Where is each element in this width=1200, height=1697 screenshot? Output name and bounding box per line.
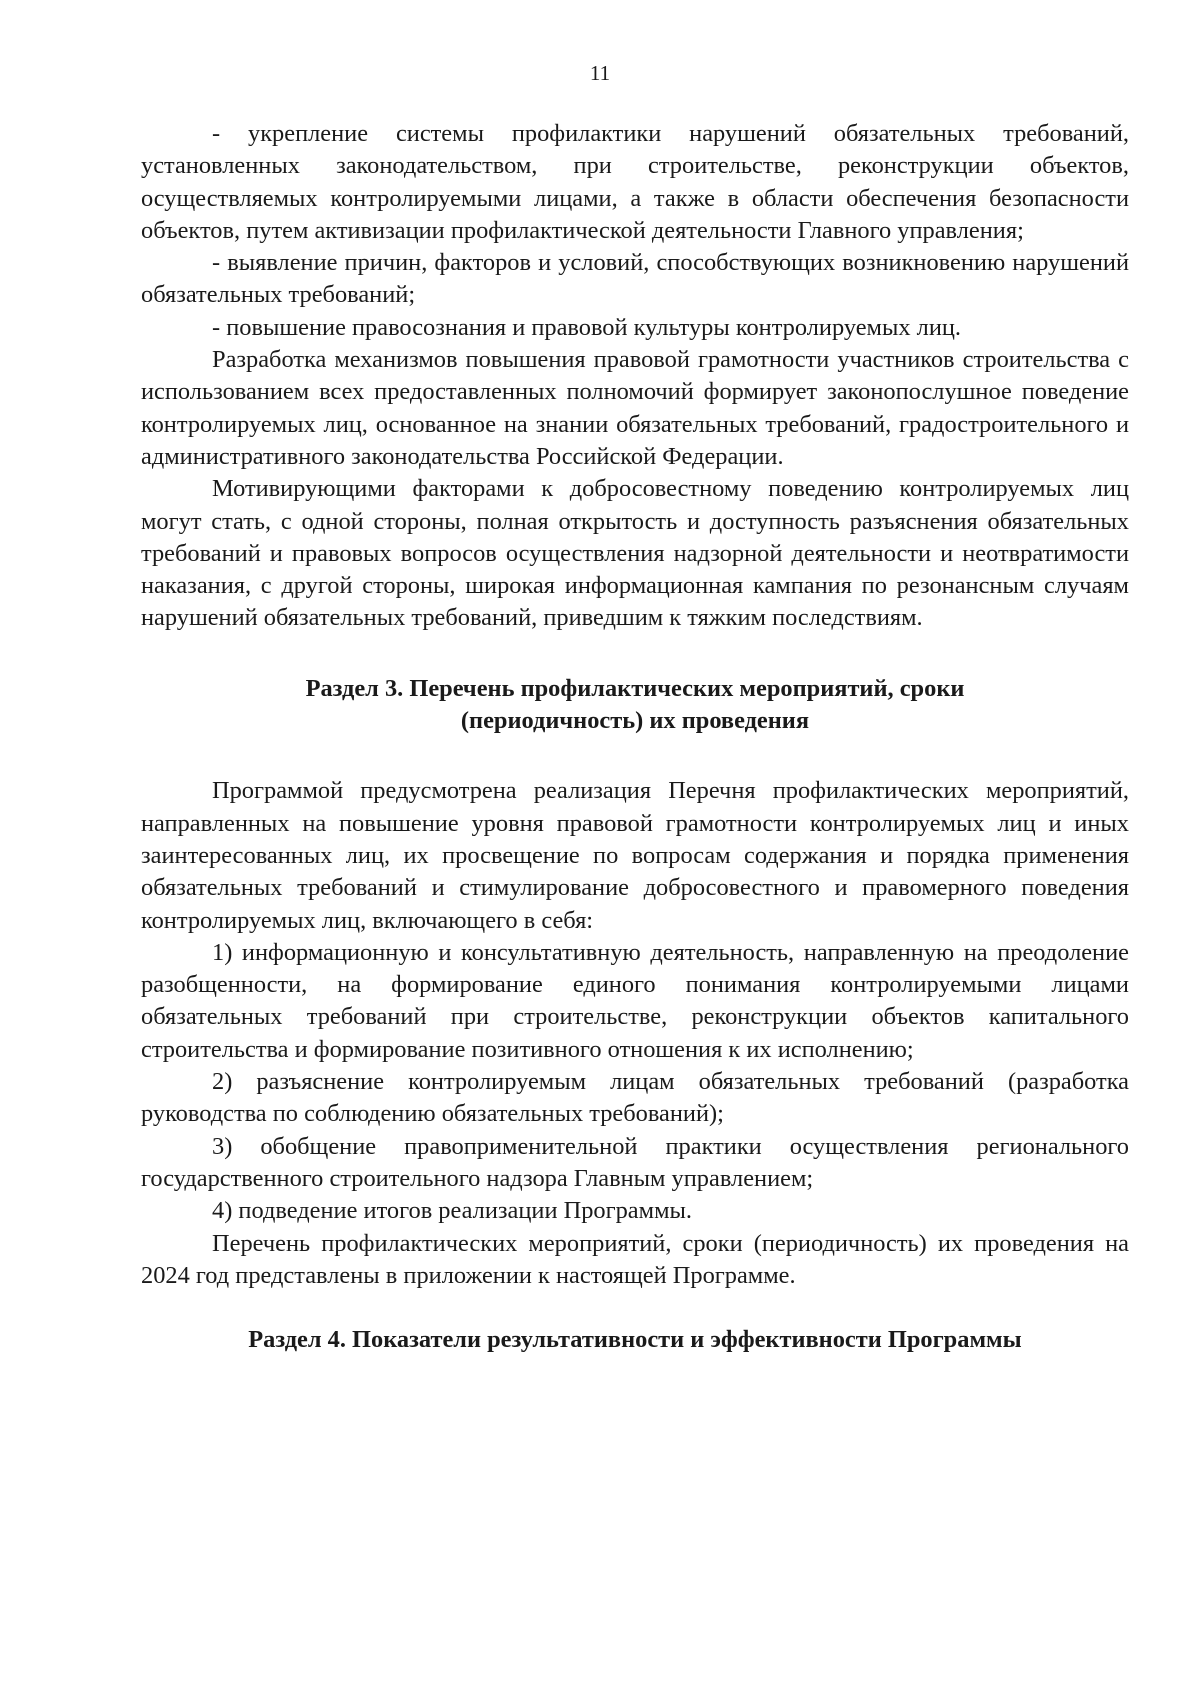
- paragraph-identifying-causes: - выявление причин, факторов и условий, способствующих возникновению нарушений обязательных требований;: [141, 249, 1129, 309]
- list-item-3: 3) обобщение правоприменительной практики осуществления регионального государственного строительного надзора Главным управлением;: [141, 1132, 1129, 1192]
- section-4-heading: Раздел 4. Показатели результативности и эффективности Программы: [248, 1326, 1022, 1354]
- list-item-4: 4) подведение итогов реализации Программы.: [212, 1197, 692, 1225]
- paragraph-program-intro: Программой предусмотрена реализация Перечня профилактических мероприятий, направленных на повышение уровня правовой грамотности контролируемых лиц и иных заинтересованных лиц, их просвещение по вопросам содержания и порядка применения обязательных требований и стимулирование добросовестного и правомерного поведения контролируемых лиц, включающего в себя:: [141, 777, 1129, 934]
- list-item-1: 1) информационную и консультативную деятельность, направленную на преодоление разобщенности, на формирование единого понимания контролируемыми лицами обязательных требований при строительстве, реконструкции объектов капитального строительства и формирование позитивного отношения к их исполнению;: [141, 938, 1129, 1063]
- list-item-2: 2) разъяснение контролируемым лицам обязательных требований (разработка руководства по соблюдению обязательных требований);: [141, 1068, 1129, 1128]
- document-body: [141, 118, 1129, 1356]
- section-3-heading: Раздел 3. Перечень профилактических мероприятий, сроки (периодичность) их проведения: [305, 674, 965, 735]
- paragraph-mechanisms: Разработка механизмов повышения правовой грамотности участников строительства с использованием всех предоставленных полномочий формирует законопослушное поведение контролируемых лиц, основанное на знании обязательных требований, градостроительного и административного законодательства Российской Федерации.: [141, 346, 1129, 470]
- paragraph-appendix-reference: Перечень профилактических мероприятий, сроки (периодичность) их проведения на 2024 год представлены в приложении к настоящей Программе.: [141, 1229, 1129, 1289]
- paragraph-motivating-factors: Мотивирующими факторами к добросовестному поведению контролируемых лиц могут стать, с одной стороны, полная открытость и доступность разъяснения обязательных требований и правовых вопросов осуществления надзорной деятельности и неотвратимости наказания, с другой стороны, широкая информационная кампания по резонансным случаям нарушений обязательных требований, приведшим к тяжким последствиям.: [141, 475, 1129, 632]
- page-number: 11: [589, 61, 611, 85]
- paragraph-legal-awareness: - повышение правосознания и правовой культуры контролируемых лиц.: [212, 313, 962, 341]
- paragraph-strengthening: - укрепление системы профилактики нарушений обязательных требований, установленных законодательством, при строительстве, реконструкции объектов, осуществляемых контролируемыми лицами, а также в области обеспечения безопасности объектов, путем активизации профилактической деятельности Главного управления;: [141, 120, 1129, 244]
